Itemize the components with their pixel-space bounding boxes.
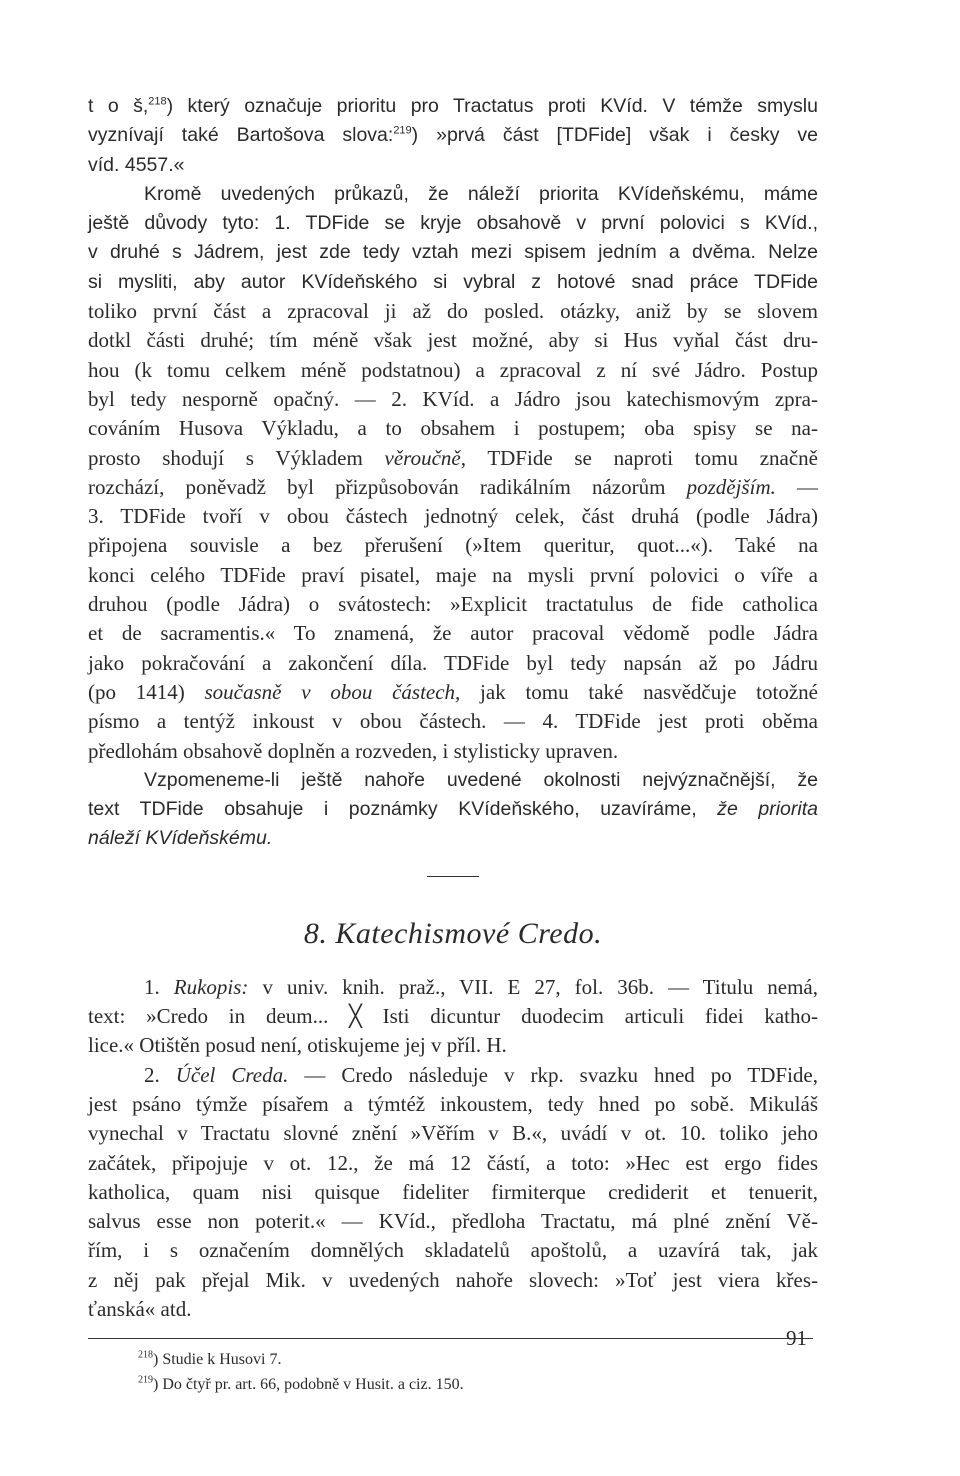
text-line: [88, 238, 818, 267]
section-heading: 8. Katechismové Credo.: [303, 916, 603, 950]
text-run: Vzpomeneme-li ještě nahoře uvedené okolnosti nejvýznačnější, že: [144, 768, 818, 791]
paragraph: [88, 180, 818, 766]
text-line: [88, 561, 818, 590]
text-run: lice.« Otištěn posud není, otiskujeme jej v příl. H.: [88, 1033, 507, 1058]
text-line: [88, 121, 818, 150]
text-run: si mysliti, aby autor KVídeňského si vybral z hotové snad práce TDFide: [88, 270, 818, 293]
text-run: z něj pak přejal Mik. v uvedených nahoře slovech: »Toť jest viera křes-: [88, 1267, 818, 1292]
text-run: text TDFide obsahuje i poznámky KVídeňského, uzavíráme,: [88, 798, 718, 821]
text-run: cováním Husova Výkladu, a to obsahem i postupem; oba spisy se na-: [88, 416, 818, 441]
text-line: [88, 444, 818, 473]
text-line: [88, 649, 818, 678]
emphasis-text: že priorita: [717, 798, 818, 821]
text-run: byl tedy nesporně opačný. — 2. KVíd. a Jádro jsou katechismovým zpra-: [88, 386, 818, 411]
text-run: připojena souvisle a bez přerušení (»Item queritur, quot...«). Také na: [88, 533, 818, 558]
text-run: ještě důvody tyto: 1. TDFide se kryje obsahově v první polovici s KVíd.,: [88, 212, 818, 235]
text-line: [88, 502, 818, 531]
text-line: [88, 473, 818, 502]
text-line: [88, 1031, 818, 1060]
text-line: [88, 1090, 818, 1119]
text-run: toliko první část a zpracoval ji až do posled. otázky, aniž by se slovem: [88, 299, 818, 324]
text-line: [88, 824, 818, 853]
text-run: vynechal v Tractatu slovné znění »Věřím v B.«, uvádí v ot. 10. toliko jeho: [88, 1121, 818, 1146]
text-run: salvus esse non poterit.« — KVíd., předloha Tractatu, má plné znění Vě-: [88, 1209, 818, 1234]
text-line: [88, 1002, 818, 1031]
text-run: hou (k tomu celkem méně podstatnou) a zpracoval z ní své Jádro. Postup: [88, 357, 818, 382]
text-run: ) který označuje prioritu pro Tractatus proti KVíd. V témže smyslu: [166, 95, 818, 117]
emphasis-text: Účel Creda.: [175, 1062, 289, 1087]
text-run: písmo a tentýž inkoust v obou částech. — 4. TDFide jest proti oběma: [88, 709, 818, 734]
text-line: [88, 531, 818, 560]
text-line: [88, 1266, 818, 1295]
footnotes: [88, 1347, 818, 1397]
text-run: začátek, připojuje v ot. 12., že má 12 částí, a toto: »Hec est ergo fides: [88, 1150, 818, 1175]
text-line: [88, 737, 818, 766]
text-line: [88, 1207, 818, 1236]
text-run: v univ. knih. praž., VII. E 27, fol. 36b. — Titulu nemá,: [248, 974, 819, 999]
text-line: [88, 619, 818, 648]
text-line: [88, 151, 818, 180]
text-line: [88, 414, 818, 443]
text-run: druhou (podle Jádra) o svátostech: »Explicit tractatulus de fide catholica: [88, 592, 818, 617]
text-run: t o š,: [88, 95, 149, 117]
text-run: 1.: [144, 974, 174, 999]
text-line: [88, 766, 818, 795]
text-line: [88, 92, 818, 121]
footnote-number: 219: [138, 1374, 153, 1386]
text-run: jak tomu také nasvědčuje totožné: [460, 679, 818, 704]
footnote-number: 218: [138, 1349, 153, 1361]
section-divider: [427, 876, 479, 877]
text-line: [88, 1149, 818, 1178]
text-line: [88, 326, 818, 355]
body-text-bottom: [88, 973, 818, 1325]
text-run: TDFide se naproti tomu značně: [465, 445, 818, 470]
text-run: ťanská« atd.: [88, 1296, 192, 1321]
text-run: et de sacramentis.« To znamená, že autor pracoval vědomě podle Jádra: [88, 621, 818, 646]
paragraph: [88, 92, 818, 180]
text-run: v druhé s Jádrem, jest zde tedy vztah mezi spisem jedním a dvěma. Nelze: [88, 241, 818, 264]
text-run: předlohám obsahově doplněn a rozveden, i stylisticky upraven.: [88, 738, 619, 763]
text-run: ) »prvá část [TDFide] však i česky ve: [411, 124, 818, 147]
text-run: řím, i s označením domnělých skladatelů apoštolů, a uzavírá tak, jak: [88, 1238, 818, 1263]
footnote-ref: 218: [148, 95, 167, 108]
text-line: [88, 356, 818, 385]
text-line: [88, 209, 818, 238]
body-text-top: [88, 92, 818, 854]
paragraph: [88, 766, 818, 854]
text-run: 2.: [144, 1062, 176, 1087]
text-line: [88, 795, 818, 824]
text-line: [88, 297, 818, 326]
text-line: [88, 268, 818, 297]
page-number: 91: [786, 1326, 807, 1350]
footnote: [138, 1372, 818, 1397]
paragraph: [88, 1061, 818, 1325]
emphasis-text: věroučně,: [384, 445, 466, 470]
footnote-rule: [88, 1338, 813, 1339]
page-content: [88, 92, 818, 1397]
text-run: (po 1414): [88, 679, 205, 704]
emphasis-text: Rukopis:: [173, 974, 249, 999]
text-run: dotkl části druhé; tím méně však jest možné, aby si Hus vyňal část dru-: [88, 328, 818, 353]
text-line: [88, 1119, 818, 1148]
text-run: jako pokračování a zakončení díla. TDFide byl tedy napsán až po Jádru: [88, 650, 818, 675]
text-run: víd. 4557.«: [88, 153, 185, 176]
footnote-ref: 219: [393, 124, 412, 137]
text-line: [88, 385, 818, 414]
text-run: rozchází, poněvadž byl přizpůsobován radikálním názorům: [88, 474, 687, 499]
text-run: vyznívají také Bartošova slova:: [88, 124, 394, 147]
footnote-text: ) Studie k Husovi 7.: [153, 1351, 282, 1369]
text-line: [88, 973, 818, 1002]
footnote-text: ) Do čtyř pr. art. 66, podobně v Husit. a ciz. 150.: [153, 1376, 464, 1394]
text-run: konci celého TDFide praví pisatel, maje na mysli první polovici o víře a: [88, 562, 818, 587]
text-run: 3. TDFide tvoří v obou částech jednotný celek, část druhá (podle Jádra): [88, 504, 818, 529]
emphasis-text: náleží KVídeňskému.: [88, 827, 273, 850]
text-run: —: [775, 474, 819, 499]
text-line: [88, 707, 818, 736]
text-run: text: »Credo in deum... ╳ Isti dicuntur duodecim articuli fidei katho-: [88, 1004, 818, 1029]
text-run: prosto shodují s Výkladem: [88, 445, 385, 470]
text-line: [88, 678, 818, 707]
text-line: [88, 180, 818, 209]
text-line: [88, 1236, 818, 1265]
text-run: katholica, quam nisi quisque fideliter firmiterque crediderit et tenuerit,: [88, 1179, 818, 1204]
text-run: Kromě uvedených průkazů, že náleží priorita KVídeňskému, máme: [144, 182, 818, 205]
text-line: [88, 590, 818, 619]
emphasis-text: pozdějším.: [686, 474, 776, 499]
text-line: [88, 1295, 818, 1324]
footnote: [138, 1347, 818, 1372]
text-run: — Credo následuje v rkp. svazku hned po TDFide,: [288, 1062, 818, 1087]
paragraph: [88, 973, 818, 1061]
text-line: [88, 1178, 818, 1207]
text-run: jest psáno týmže písařem a týmtéž inkoustem, tedy hned po sobě. Mikuláš: [88, 1091, 818, 1116]
emphasis-text: současně v obou částech,: [204, 679, 461, 704]
text-line: [88, 1061, 818, 1090]
